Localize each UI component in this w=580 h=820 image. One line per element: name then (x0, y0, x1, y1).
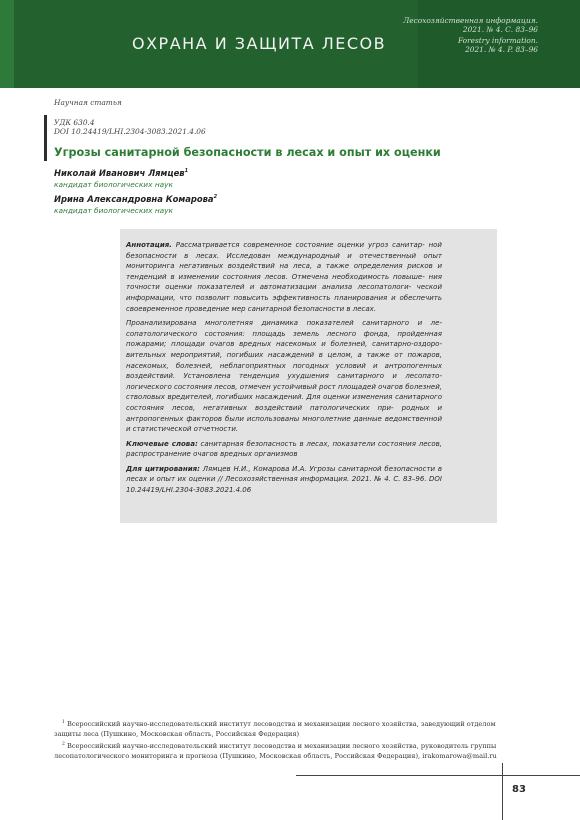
abstract-box (120, 229, 497, 523)
journal-en-line1: Forestry information. (457, 36, 538, 45)
journal-ru-line1: Лесохозяйственная информация. (403, 16, 538, 25)
footnote: $^1$ Всероссийский научно-исследовательский институт лесоводства и механизации лесного хозяйства, заведующий отделом защиты леса (Пушкино, Московская область, Российская Федерация) (54, 720, 496, 738)
doi[interactable]: DOI 10.24419/LHI.2304-3083.2021.4.06 (54, 127, 206, 136)
article-title: Угрозы санитарной безопасности в лесах и опыт их оценки (54, 146, 441, 159)
udk-code: УДК 630.4 (54, 118, 95, 127)
udk-block (54, 118, 206, 136)
author-degree: кандидат биологических наук (54, 180, 174, 189)
author-name: Николай Иванович Лямцев$^1$ (54, 168, 189, 178)
citation-label: Для цитирования: (126, 464, 200, 473)
udk-rule (44, 115, 47, 161)
author-name: Ирина Александровна Комарова$^2$ (54, 194, 218, 204)
journal-info (398, 16, 538, 54)
abstract-label: Аннотация. (126, 241, 172, 249)
journal-en-line2: 2021. № 4. P. 83–96 (465, 45, 538, 54)
article-type: Научная статья (54, 98, 122, 107)
keywords-label: Ключевые слова: (126, 439, 198, 448)
page-number: 83 (512, 784, 526, 795)
abstract-text: Аннотация. Рассматривается современное состояние оценки угроз санитар- ной безопасности в лесах. Исследован международный и отечественный опыт мониторинга негативных воздействий на леса, а также определения рисков и тенденций в изменении состояния лесов. Отмечена необходимость повыше- ния точности оценки показателей и автоматизации анализа лесопатологи- ческой информации, что позволит повысить эффективность планирования и обеспечить своевременное проведение мер санитарной безопасности в лесах. Проанализирована многолетняя динамика показателей санитарного и ле- сопатологического состояния: площадь земель лесного фонда, пройденная пожарами; площади очагов вредных насекомых и болезней, санитарно-оздоро- вительных мероприятий, погибших насаждений в целом, а также от пожаров, насекомых, болезней, неблагоприятных погодных условий и антропогенных воздействий. Установлена тенденция ухудшения санитарного и лесопато- логического состояния лесов, отмечен устойчивый рост площадей очагов болезней, стволовых вредителей, погибших насаждений. Для оценки изменения санитарного состояния лесов, негативных воздействий патологических при- родных и антропогенных факторов были использованы многолетние данные ведомственной и статистической отчетности. Ключевые слова: санитарная безопасность в лесах, показатели состояния лесов, распространение очагов вредных организмов Для цитирования: Лямцев Н.И., Комарова И.А. Угрозы санитарной безопасности в лесах и опыт их оценки // Лесохозяйственная информация. 2021. № 4. С. 83–96. DOI 10.24419/LHI.2304-3083.2021.4.06 (126, 241, 443, 495)
footnote: $^2$ Всероссийский научно-исследовательский институт лесоводства и механизации лесного хозяйства, руководитель группы лесопатологического мониторинга и прогноза (Пушкино, Московская область, Российская Федерация), irakomarowa@mail.ru (54, 742, 497, 760)
author-degree: кандидат биологических наук (54, 206, 174, 215)
header-stripe (0, 0, 14, 88)
footnotes (54, 718, 504, 762)
journal-ru-line2: 2021. № 4. С. 83–96 (462, 25, 538, 34)
footer-rule-vertical (502, 763, 503, 820)
journal-header (0, 0, 580, 88)
footer-rule (296, 775, 580, 776)
section-title: ОХРАНА И ЗАЩИТА ЛЕСОВ (132, 34, 387, 53)
section-banner (14, 0, 418, 88)
